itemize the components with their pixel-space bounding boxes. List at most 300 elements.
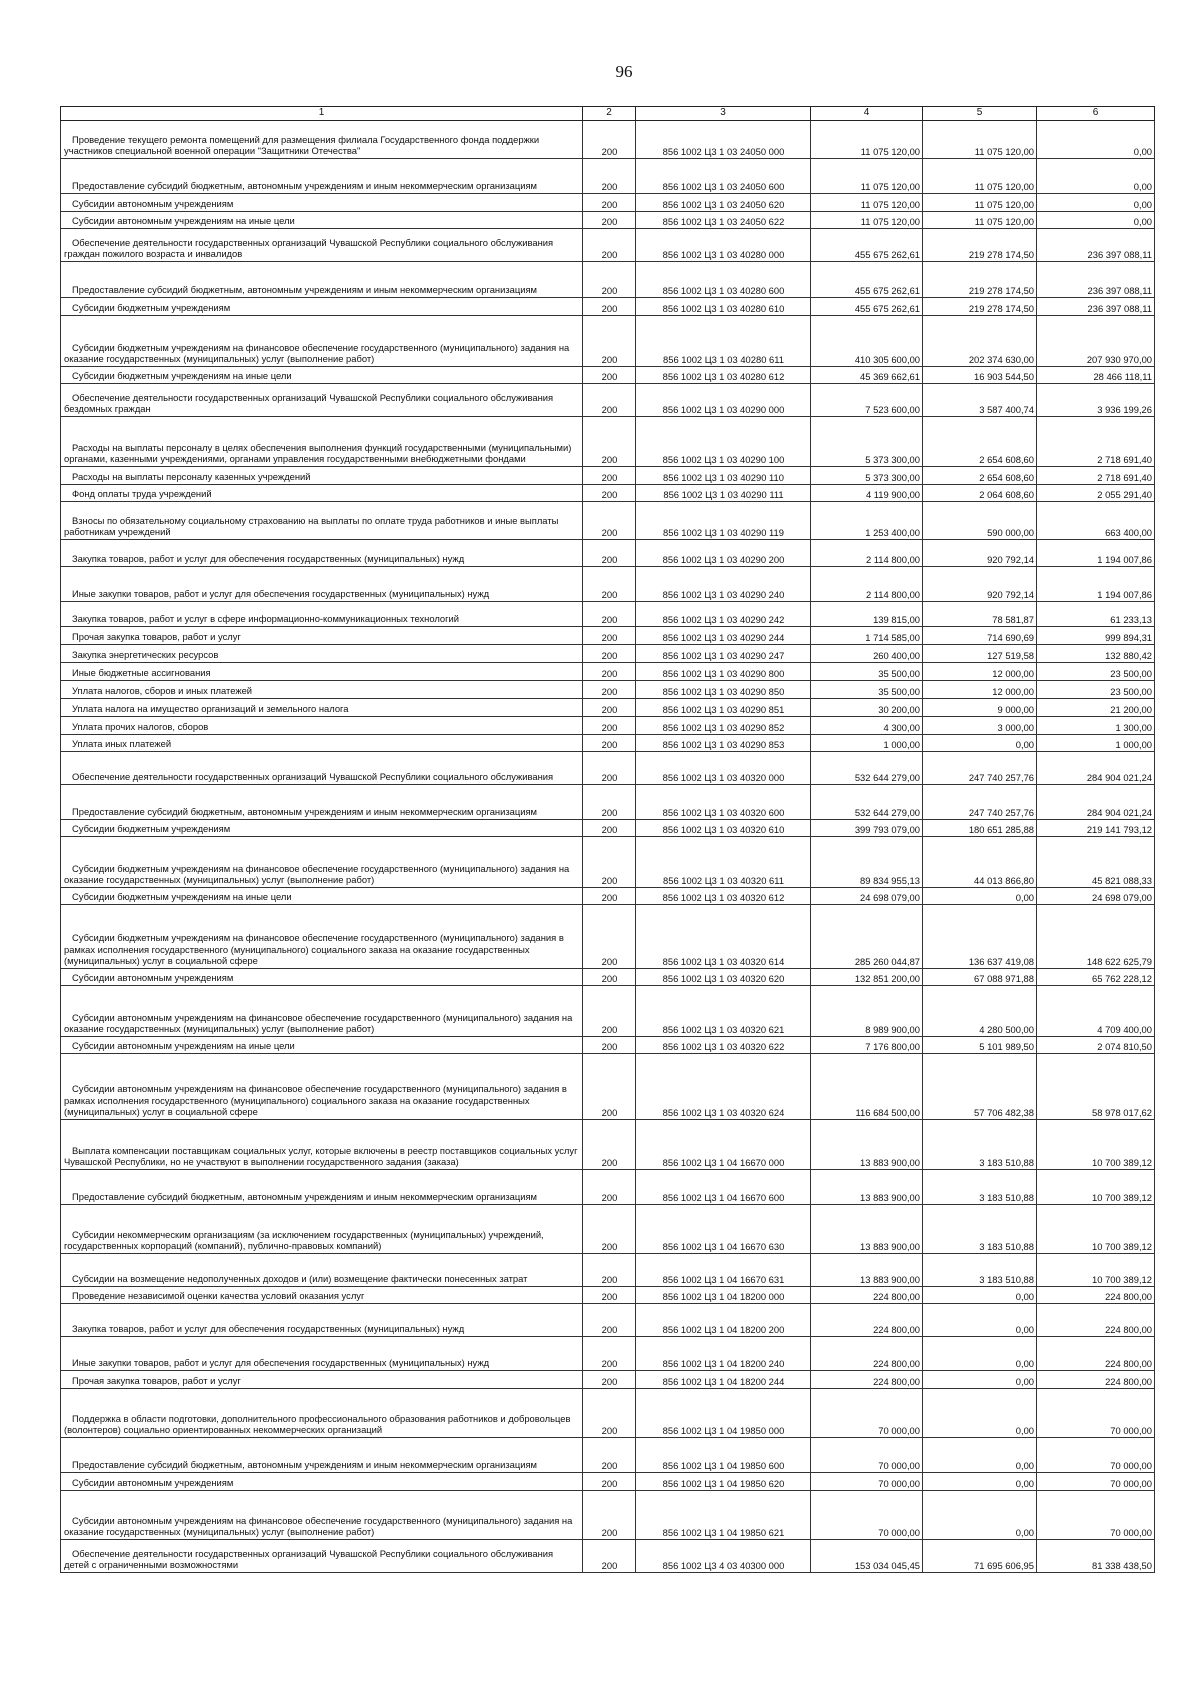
cell-classification-code: 856 1002 Ц3 1 03 24050 620 (636, 194, 811, 212)
row-name-text: Субсидии автономным учреждениям на иные цели (72, 215, 295, 227)
row-name-text: Взносы по обязательному социальному страхованию на выплаты по оплате труда работников и иные выплаты работникам учреждений (64, 514, 559, 538)
table-row (61, 567, 1155, 602)
row-name-text: Иные бюджетные ассигнования (72, 667, 211, 679)
cell-executed-amount: 0,00 (923, 735, 1037, 752)
cell-approved-amount: 285 260 044,87 (811, 905, 923, 969)
cell-executed-amount: 127 519,58 (923, 645, 1037, 663)
cell-admin-code: 200 (583, 717, 636, 735)
table-row (61, 752, 1155, 785)
cell-admin-code: 200 (583, 905, 636, 969)
cell-admin-code: 200 (583, 467, 636, 485)
cell-name (61, 367, 583, 384)
column-header-3: 3 (636, 107, 811, 121)
cell-approved-amount: 1 253 400,00 (811, 502, 923, 540)
table-row (61, 467, 1155, 485)
cell-remaining-amount: 1 194 007,86 (1037, 540, 1155, 567)
cell-executed-amount: 202 374 630,00 (923, 316, 1037, 367)
row-name-text: Уплата прочих налогов, сборов (72, 721, 209, 733)
cell-admin-code: 200 (583, 627, 636, 645)
cell-approved-amount: 13 883 900,00 (811, 1120, 923, 1170)
table-row (61, 502, 1155, 540)
cell-executed-amount: 67 088 971,88 (923, 969, 1037, 986)
cell-classification-code: 856 1002 Ц3 1 03 40290 244 (636, 627, 811, 645)
row-name-text: Закупка энергетических ресурсов (72, 649, 219, 661)
cell-approved-amount: 7 176 800,00 (811, 1037, 923, 1054)
row-name-text: Субсидии бюджетным учреждениям на финансовое обеспечение государственного (муниципального) задания на оказание государственных (муниципальных) услуг (выполнение работ) (64, 341, 570, 365)
cell-admin-code: 200 (583, 1254, 636, 1287)
cell-executed-amount: 247 740 257,76 (923, 785, 1037, 820)
table-row (61, 888, 1155, 905)
column-header-1: 1 (61, 107, 583, 121)
cell-approved-amount: 532 644 279,00 (811, 752, 923, 785)
cell-remaining-amount: 148 622 625,79 (1037, 905, 1155, 969)
cell-name (61, 467, 583, 485)
cell-name (61, 1205, 583, 1254)
cell-approved-amount: 11 075 120,00 (811, 194, 923, 212)
cell-admin-code: 200 (583, 645, 636, 663)
cell-name (61, 1170, 583, 1205)
row-name-text: Субсидии автономным учреждениям на финансовое обеспечение государственного (муниципального) задания в рамках исполнения государственного (муниципального) социального заказа на оказание государственных (муниципальных) услуг в социальной сфере (64, 1083, 567, 1118)
cell-name (61, 969, 583, 986)
cell-remaining-amount: 663 400,00 (1037, 502, 1155, 540)
cell-name (61, 1287, 583, 1304)
cell-remaining-amount: 81 338 438,50 (1037, 1540, 1155, 1573)
table-row (61, 485, 1155, 502)
cell-classification-code: 856 1002 Ц3 1 04 16670 631 (636, 1254, 811, 1287)
cell-classification-code: 856 1002 Ц3 1 04 18200 240 (636, 1337, 811, 1371)
row-name-text: Выплата компенсации поставщикам социальных услуг, которые включены в реестр поставщиков социальных услуг Чувашской Республики, но не участвуют в выполнении государственного задания (заказа) (64, 1144, 578, 1168)
cell-approved-amount: 70 000,00 (811, 1491, 923, 1540)
row-name-text: Предоставление субсидий бюджетным, автономным учреждениям и иным некоммерческим организациям (72, 1459, 537, 1471)
row-name-text: Субсидии бюджетным учреждениям (72, 302, 231, 314)
cell-classification-code: 856 1002 Ц3 1 04 19850 621 (636, 1491, 811, 1540)
cell-approved-amount: 11 075 120,00 (811, 212, 923, 229)
cell-remaining-amount: 284 904 021,24 (1037, 785, 1155, 820)
cell-classification-code: 856 1002 Ц3 1 04 19850 000 (636, 1389, 811, 1438)
cell-admin-code: 200 (583, 1287, 636, 1304)
cell-admin-code: 200 (583, 1491, 636, 1540)
table-row (61, 194, 1155, 212)
table-row (61, 602, 1155, 627)
cell-executed-amount: 714 690,69 (923, 627, 1037, 645)
cell-name (61, 229, 583, 262)
table-row (61, 1491, 1155, 1540)
row-name-text: Субсидии автономным учреждениям на финансовое обеспечение государственного (муниципального) задания на оказание государственных (муниципальных) услуг (выполнение работ) (64, 1514, 573, 1538)
cell-classification-code: 856 1002 Ц3 1 03 40290 240 (636, 567, 811, 602)
cell-remaining-amount: 2 074 810,50 (1037, 1037, 1155, 1054)
cell-executed-amount: 5 101 989,50 (923, 1037, 1037, 1054)
row-name-text: Расходы на выплаты персоналу в целях обеспечения выполнения функций государственными (муниципальными) органами, казенными учреждениями, органами управления государственными внебюджетными фондами (64, 441, 572, 465)
cell-admin-code: 200 (583, 316, 636, 367)
cell-remaining-amount: 236 397 088,11 (1037, 298, 1155, 316)
cell-name (61, 540, 583, 567)
cell-admin-code: 200 (583, 1054, 636, 1120)
cell-executed-amount: 12 000,00 (923, 681, 1037, 699)
cell-executed-amount: 0,00 (923, 1473, 1037, 1491)
cell-classification-code: 856 1002 Ц3 1 04 16670 600 (636, 1170, 811, 1205)
row-name-text: Уплата налога на имущество организаций и земельного налога (72, 703, 349, 715)
cell-executed-amount: 0,00 (923, 1287, 1037, 1304)
cell-approved-amount: 455 675 262,61 (811, 229, 923, 262)
cell-approved-amount: 532 644 279,00 (811, 785, 923, 820)
row-name-text: Проведение текущего ремонта помещений для размещения филиала Государственного фонда поддержки участников специальной военной операции "Защитники Отечества" (64, 133, 540, 157)
cell-classification-code: 856 1002 Ц3 1 04 16670 630 (636, 1205, 811, 1254)
cell-executed-amount: 71 695 606,95 (923, 1540, 1037, 1573)
cell-remaining-amount: 23 500,00 (1037, 681, 1155, 699)
cell-remaining-amount: 219 141 793,12 (1037, 820, 1155, 837)
cell-remaining-amount: 207 930 970,00 (1037, 316, 1155, 367)
cell-admin-code: 200 (583, 1438, 636, 1473)
cell-remaining-amount: 1 194 007,86 (1037, 567, 1155, 602)
cell-name (61, 1491, 583, 1540)
cell-approved-amount: 224 800,00 (811, 1304, 923, 1337)
cell-classification-code: 856 1002 Ц3 1 04 18200 000 (636, 1287, 811, 1304)
cell-remaining-amount: 4 709 400,00 (1037, 986, 1155, 1037)
cell-classification-code: 856 1002 Ц3 1 03 40320 611 (636, 837, 811, 888)
cell-classification-code: 856 1002 Ц3 1 03 24050 000 (636, 121, 811, 159)
cell-admin-code: 200 (583, 1037, 636, 1054)
cell-name (61, 663, 583, 681)
row-name-text: Субсидии бюджетным учреждениям на иные цели (72, 891, 292, 903)
row-name-text: Прочая закупка товаров, работ и услуг (72, 1375, 241, 1387)
cell-name (61, 717, 583, 735)
cell-remaining-amount: 2 718 691,40 (1037, 417, 1155, 467)
cell-approved-amount: 132 851 200,00 (811, 969, 923, 986)
cell-remaining-amount: 0,00 (1037, 212, 1155, 229)
cell-executed-amount: 0,00 (923, 1438, 1037, 1473)
cell-remaining-amount: 28 466 118,11 (1037, 367, 1155, 384)
cell-admin-code: 200 (583, 485, 636, 502)
table-row (61, 1287, 1155, 1304)
table-row (61, 1170, 1155, 1205)
cell-name (61, 485, 583, 502)
row-name-text: Закупка товаров, работ и услуг в сфере информационно-коммуникационных технологий (72, 613, 460, 625)
cell-admin-code: 200 (583, 229, 636, 262)
cell-classification-code: 856 1002 Ц3 1 03 40320 610 (636, 820, 811, 837)
cell-remaining-amount: 10 700 389,12 (1037, 1170, 1155, 1205)
cell-executed-amount: 920 792,14 (923, 567, 1037, 602)
cell-admin-code: 200 (583, 986, 636, 1037)
row-name-text: Субсидии бюджетным учреждениям на финансовое обеспечение государственного (муниципального) задания на оказание государственных (муниципальных) услуг (выполнение работ) (64, 862, 570, 886)
cell-approved-amount: 1 714 585,00 (811, 627, 923, 645)
cell-approved-amount: 8 989 900,00 (811, 986, 923, 1037)
cell-admin-code: 200 (583, 121, 636, 159)
cell-classification-code: 856 1002 Ц3 1 03 40290 119 (636, 502, 811, 540)
cell-admin-code: 200 (583, 1170, 636, 1205)
column-header-2: 2 (583, 107, 636, 121)
table-row (61, 820, 1155, 837)
cell-approved-amount: 30 200,00 (811, 699, 923, 717)
cell-approved-amount: 13 883 900,00 (811, 1205, 923, 1254)
row-name-text: Субсидии автономным учреждениям на финансовое обеспечение государственного (муниципального) задания на оказание государственных (муниципальных) услуг (выполнение работ) (64, 1011, 573, 1035)
cell-classification-code: 856 1002 Ц3 4 03 40300 000 (636, 1540, 811, 1573)
cell-remaining-amount: 21 200,00 (1037, 699, 1155, 717)
row-name-text: Фонд оплаты труда учреждений (72, 488, 212, 500)
cell-executed-amount: 3 183 510,88 (923, 1120, 1037, 1170)
row-name-text: Субсидии автономным учреждениям на иные цели (72, 1040, 295, 1052)
cell-admin-code: 200 (583, 194, 636, 212)
cell-executed-amount: 4 280 500,00 (923, 986, 1037, 1037)
column-header-4: 4 (811, 107, 923, 121)
cell-name (61, 645, 583, 663)
cell-classification-code: 856 1002 Ц3 1 03 40290 100 (636, 417, 811, 467)
cell-classification-code: 856 1002 Ц3 1 03 40320 614 (636, 905, 811, 969)
cell-remaining-amount: 58 978 017,62 (1037, 1054, 1155, 1120)
cell-name (61, 1337, 583, 1371)
cell-executed-amount: 11 075 120,00 (923, 121, 1037, 159)
cell-remaining-amount: 224 800,00 (1037, 1304, 1155, 1337)
cell-name (61, 417, 583, 467)
cell-approved-amount: 4 119 900,00 (811, 485, 923, 502)
cell-name (61, 820, 583, 837)
cell-executed-amount: 219 278 174,50 (923, 298, 1037, 316)
cell-admin-code: 200 (583, 837, 636, 888)
cell-name (61, 159, 583, 194)
cell-admin-code: 200 (583, 663, 636, 681)
row-name-text: Обеспечение деятельности государственных организаций Чувашской Республики социального обслуживания (72, 771, 554, 783)
cell-approved-amount: 153 034 045,45 (811, 1540, 923, 1573)
cell-approved-amount: 260 400,00 (811, 645, 923, 663)
table-row (61, 1120, 1155, 1170)
cell-name (61, 384, 583, 417)
cell-approved-amount: 1 000,00 (811, 735, 923, 752)
cell-admin-code: 200 (583, 417, 636, 467)
row-name-text: Расходы на выплаты персоналу казенных учреждений (72, 471, 311, 483)
cell-name (61, 1037, 583, 1054)
cell-classification-code: 856 1002 Ц3 1 03 40280 611 (636, 316, 811, 367)
cell-approved-amount: 4 300,00 (811, 717, 923, 735)
cell-remaining-amount: 70 000,00 (1037, 1473, 1155, 1491)
cell-remaining-amount: 284 904 021,24 (1037, 752, 1155, 785)
cell-name (61, 567, 583, 602)
row-name-text: Субсидии автономным учреждениям (72, 1477, 234, 1489)
row-name-text: Закупка товаров, работ и услуг для обеспечения государственных (муниципальных) нужд (72, 1323, 465, 1335)
cell-classification-code: 856 1002 Ц3 1 04 18200 200 (636, 1304, 811, 1337)
cell-name (61, 627, 583, 645)
cell-admin-code: 200 (583, 567, 636, 602)
cell-admin-code: 200 (583, 1120, 636, 1170)
cell-executed-amount: 2 064 608,60 (923, 485, 1037, 502)
cell-executed-amount: 44 013 866,80 (923, 837, 1037, 888)
cell-name (61, 1304, 583, 1337)
cell-classification-code: 856 1002 Ц3 1 03 40280 000 (636, 229, 811, 262)
table-row (61, 645, 1155, 663)
table-row (61, 699, 1155, 717)
table-row (61, 212, 1155, 229)
row-name-text: Уплата иных платежей (72, 738, 172, 750)
cell-admin-code: 200 (583, 735, 636, 752)
cell-executed-amount: 16 903 544,50 (923, 367, 1037, 384)
cell-executed-amount: 180 651 285,88 (923, 820, 1037, 837)
cell-remaining-amount: 2 055 291,40 (1037, 485, 1155, 502)
cell-remaining-amount: 24 698 079,00 (1037, 888, 1155, 905)
cell-classification-code: 856 1002 Ц3 1 03 40290 200 (636, 540, 811, 567)
row-name-text: Предоставление субсидий бюджетным, автономным учреждениям и иным некоммерческим организациям (72, 180, 537, 192)
table-row (61, 785, 1155, 820)
cell-executed-amount: 136 637 419,08 (923, 905, 1037, 969)
cell-name (61, 212, 583, 229)
cell-remaining-amount: 224 800,00 (1037, 1371, 1155, 1389)
cell-approved-amount: 2 114 800,00 (811, 540, 923, 567)
cell-executed-amount: 12 000,00 (923, 663, 1037, 681)
cell-remaining-amount: 0,00 (1037, 121, 1155, 159)
cell-remaining-amount: 224 800,00 (1037, 1287, 1155, 1304)
cell-name (61, 735, 583, 752)
cell-admin-code: 200 (583, 1304, 636, 1337)
cell-remaining-amount: 0,00 (1037, 159, 1155, 194)
cell-approved-amount: 45 369 662,61 (811, 367, 923, 384)
cell-remaining-amount: 10 700 389,12 (1037, 1205, 1155, 1254)
cell-approved-amount: 2 114 800,00 (811, 567, 923, 602)
cell-classification-code: 856 1002 Ц3 1 03 40280 600 (636, 262, 811, 298)
table-row (61, 384, 1155, 417)
cell-admin-code: 200 (583, 1473, 636, 1491)
row-name-text: Субсидии автономным учреждениям (72, 972, 234, 984)
cell-executed-amount: 3 587 400,74 (923, 384, 1037, 417)
cell-remaining-amount: 999 894,31 (1037, 627, 1155, 645)
cell-executed-amount: 0,00 (923, 1371, 1037, 1389)
cell-approved-amount: 89 834 955,13 (811, 837, 923, 888)
row-name-text: Субсидии некоммерческим организациям (за исключением государственных (муниципальных) учреждений, государственных корпораций (компаний), публично-правовых компаний) (64, 1228, 544, 1252)
cell-remaining-amount: 70 000,00 (1037, 1389, 1155, 1438)
table-row (61, 1389, 1155, 1438)
cell-approved-amount: 410 305 600,00 (811, 316, 923, 367)
cell-executed-amount: 3 183 510,88 (923, 1205, 1037, 1254)
cell-approved-amount: 11 075 120,00 (811, 159, 923, 194)
cell-admin-code: 200 (583, 212, 636, 229)
cell-admin-code: 200 (583, 820, 636, 837)
cell-executed-amount: 219 278 174,50 (923, 229, 1037, 262)
cell-admin-code: 200 (583, 1337, 636, 1371)
cell-approved-amount: 11 075 120,00 (811, 121, 923, 159)
cell-classification-code: 856 1002 Ц3 1 03 40290 247 (636, 645, 811, 663)
cell-name (61, 1054, 583, 1120)
cell-executed-amount: 0,00 (923, 1389, 1037, 1438)
cell-name (61, 502, 583, 540)
cell-approved-amount: 24 698 079,00 (811, 888, 923, 905)
row-name-text: Иные закупки товаров, работ и услуг для обеспечения государственных (муниципальных) нужд (72, 588, 490, 600)
cell-executed-amount: 0,00 (923, 1337, 1037, 1371)
row-name-text: Субсидии бюджетным учреждениям на иные цели (72, 370, 292, 382)
cell-approved-amount: 224 800,00 (811, 1337, 923, 1371)
cell-remaining-amount: 23 500,00 (1037, 663, 1155, 681)
cell-approved-amount: 70 000,00 (811, 1389, 923, 1438)
cell-remaining-amount: 45 821 088,33 (1037, 837, 1155, 888)
cell-admin-code: 200 (583, 298, 636, 316)
cell-name (61, 1473, 583, 1491)
table-row (61, 1438, 1155, 1473)
cell-admin-code: 200 (583, 1540, 636, 1573)
cell-classification-code: 856 1002 Ц3 1 03 40280 610 (636, 298, 811, 316)
cell-executed-amount: 3 183 510,88 (923, 1170, 1037, 1205)
cell-admin-code: 200 (583, 752, 636, 785)
cell-classification-code: 856 1002 Ц3 1 03 40290 851 (636, 699, 811, 717)
table-row (61, 121, 1155, 159)
table-row (61, 1254, 1155, 1287)
cell-classification-code: 856 1002 Ц3 1 03 40290 111 (636, 485, 811, 502)
table-row (61, 1304, 1155, 1337)
row-name-text: Субсидии бюджетным учреждениям (72, 823, 231, 835)
cell-admin-code: 200 (583, 384, 636, 417)
cell-name (61, 1438, 583, 1473)
row-name-text: Уплата налогов, сборов и иных платежей (72, 685, 253, 697)
row-name-text: Прочая закупка товаров, работ и услуг (72, 631, 241, 643)
cell-approved-amount: 116 684 500,00 (811, 1054, 923, 1120)
cell-classification-code: 856 1002 Ц3 1 03 40290 850 (636, 681, 811, 699)
cell-approved-amount: 5 373 300,00 (811, 417, 923, 467)
cell-approved-amount: 7 523 600,00 (811, 384, 923, 417)
cell-name (61, 316, 583, 367)
cell-name (61, 837, 583, 888)
table-row (61, 837, 1155, 888)
row-name-text: Обеспечение деятельности государственных организаций Чувашской Республики социального обслуживания граждан пожилого возраста и инвалидов (64, 236, 554, 260)
header-row (61, 107, 1155, 121)
table-row (61, 316, 1155, 367)
table-row (61, 1054, 1155, 1120)
table-row (61, 229, 1155, 262)
cell-classification-code: 856 1002 Ц3 1 03 40320 612 (636, 888, 811, 905)
cell-admin-code: 200 (583, 785, 636, 820)
cell-remaining-amount: 10 700 389,12 (1037, 1254, 1155, 1287)
table-row (61, 717, 1155, 735)
cell-name (61, 681, 583, 699)
table-body (61, 121, 1155, 1573)
table-row (61, 298, 1155, 316)
cell-classification-code: 856 1002 Ц3 1 03 40290 800 (636, 663, 811, 681)
cell-classification-code: 856 1002 Ц3 1 03 40290 000 (636, 384, 811, 417)
budget-table (60, 106, 1155, 1573)
cell-executed-amount: 3 183 510,88 (923, 1254, 1037, 1287)
cell-name (61, 888, 583, 905)
cell-name (61, 602, 583, 627)
cell-name (61, 752, 583, 785)
cell-admin-code: 200 (583, 1371, 636, 1389)
cell-classification-code: 856 1002 Ц3 1 03 40320 620 (636, 969, 811, 986)
row-name-text: Предоставление субсидий бюджетным, автономным учреждениям и иным некоммерческим организациям (72, 806, 537, 818)
table-row (61, 1205, 1155, 1254)
cell-executed-amount: 247 740 257,76 (923, 752, 1037, 785)
cell-approved-amount: 13 883 900,00 (811, 1170, 923, 1205)
cell-classification-code: 856 1002 Ц3 1 03 40320 000 (636, 752, 811, 785)
cell-classification-code: 856 1002 Ц3 1 03 40290 242 (636, 602, 811, 627)
table-row (61, 1037, 1155, 1054)
cell-classification-code: 856 1002 Ц3 1 04 18200 244 (636, 1371, 811, 1389)
cell-classification-code: 856 1002 Ц3 1 03 40280 612 (636, 367, 811, 384)
cell-name (61, 121, 583, 159)
table-row (61, 367, 1155, 384)
cell-approved-amount: 35 500,00 (811, 663, 923, 681)
cell-admin-code: 200 (583, 1389, 636, 1438)
cell-name (61, 986, 583, 1037)
cell-executed-amount: 0,00 (923, 888, 1037, 905)
row-name-text: Обеспечение деятельности государственных организаций Чувашской Республики социального обслуживания детей с ограниченными возможностями (64, 1547, 554, 1571)
cell-classification-code: 856 1002 Ц3 1 03 40290 852 (636, 717, 811, 735)
cell-approved-amount: 13 883 900,00 (811, 1254, 923, 1287)
cell-name (61, 1120, 583, 1170)
cell-remaining-amount: 2 718 691,40 (1037, 467, 1155, 485)
cell-executed-amount: 3 000,00 (923, 717, 1037, 735)
table-row (61, 986, 1155, 1037)
table-row (61, 1540, 1155, 1573)
cell-classification-code: 856 1002 Ц3 1 03 40290 853 (636, 735, 811, 752)
table-row (61, 159, 1155, 194)
cell-remaining-amount: 70 000,00 (1037, 1438, 1155, 1473)
cell-approved-amount: 5 373 300,00 (811, 467, 923, 485)
cell-executed-amount: 590 000,00 (923, 502, 1037, 540)
row-name-text: Предоставление субсидий бюджетным, автономным учреждениям и иным некоммерческим организациям (72, 284, 537, 296)
cell-name (61, 1254, 583, 1287)
cell-remaining-amount: 236 397 088,11 (1037, 229, 1155, 262)
